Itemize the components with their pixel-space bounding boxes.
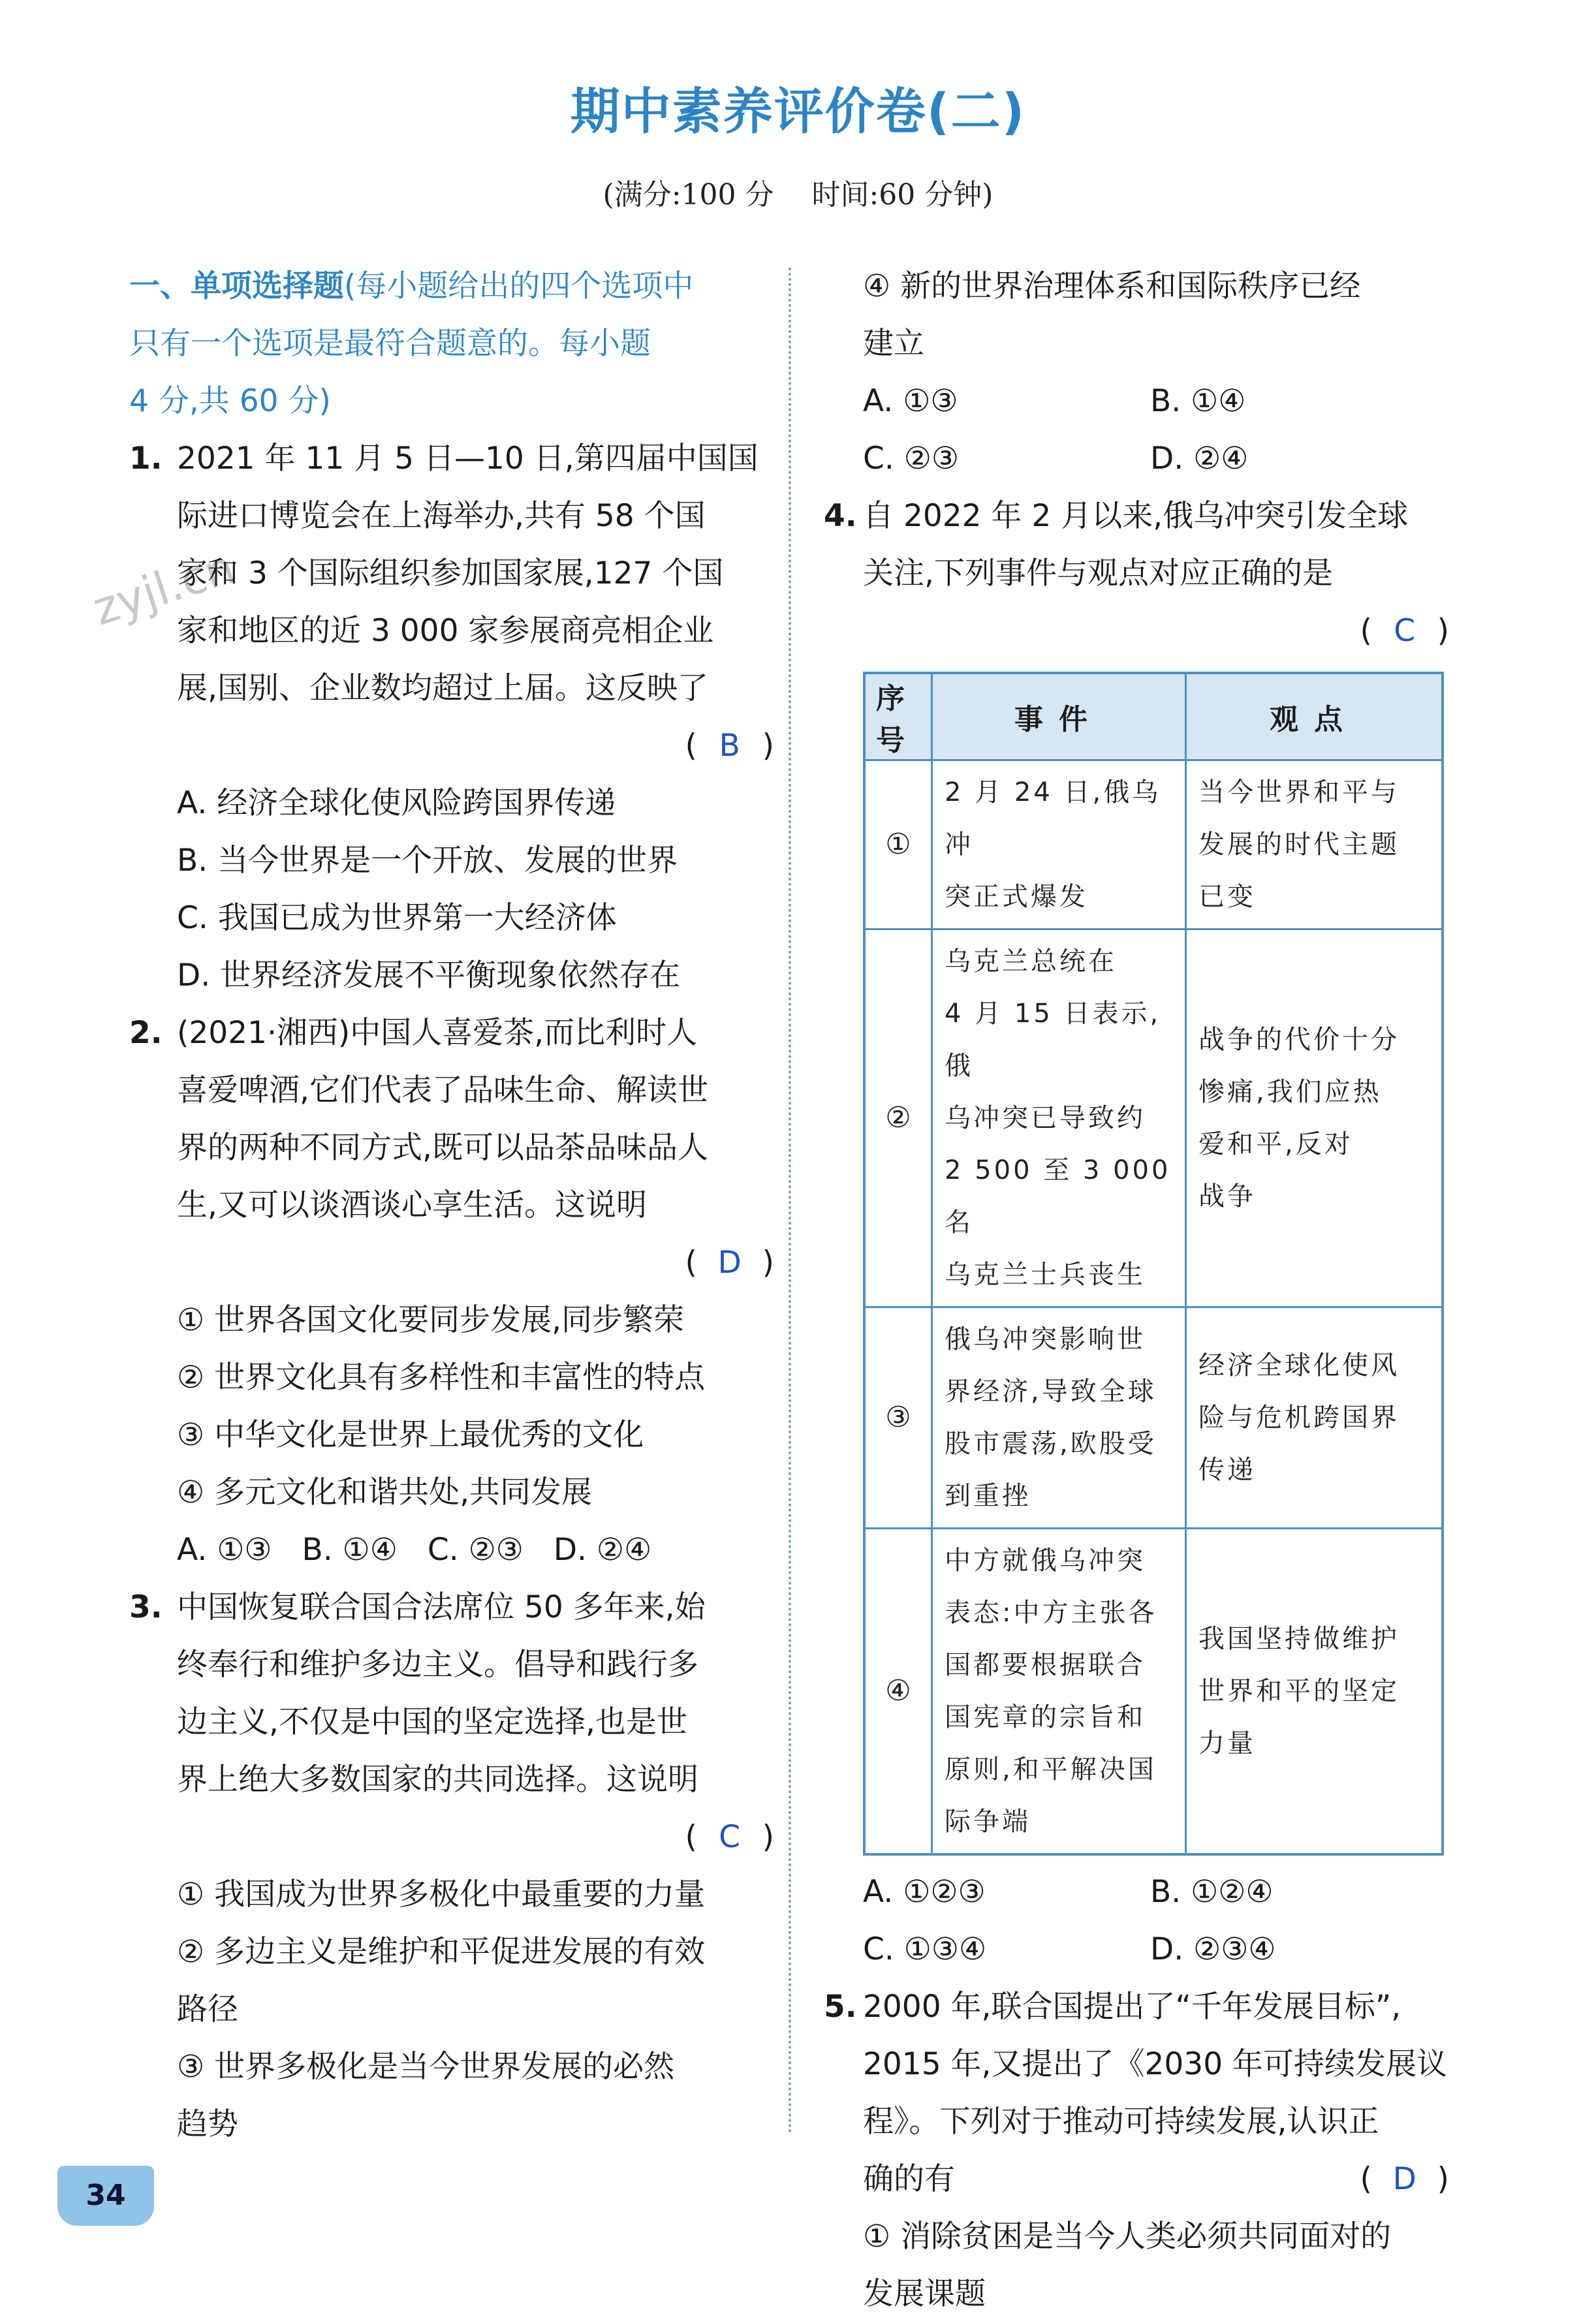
table-row — [864, 1307, 1443, 1529]
question-number: 5. — [824, 1989, 857, 2025]
cell-line: 国都要根据联合 — [945, 1650, 1146, 1680]
statement: ① 消除贫困是当今人类必须共同面对的 — [863, 2219, 1392, 2254]
view-cell — [1186, 1529, 1443, 1855]
question-text: 2015 年,又提出了《2030 年可持续发展议 — [863, 2046, 1448, 2082]
table-header-row — [864, 673, 1443, 760]
question-number: 3. — [129, 1589, 163, 1625]
table-row — [864, 1529, 1443, 1855]
answer-blank: ( D ) — [1360, 2151, 1449, 2208]
cell-line: 原则,和平解决国 — [945, 1754, 1157, 1785]
statement: 路径 — [177, 1991, 238, 2027]
table-row — [864, 760, 1443, 929]
question-text: 界的两种不同方式,既可以品茶品味品人 — [177, 1130, 708, 1166]
question-text: 关注,下列事件与观点对应正确的是 — [863, 555, 1333, 591]
page-number-badge — [57, 2166, 154, 2226]
answer-blank: ( B ) — [129, 717, 775, 775]
question-text: 自 2022 年 2 月以来,俄乌冲突引发全球 — [863, 498, 1409, 534]
statement: ③ 世界多极化是当今世界发展的必然 — [177, 2049, 675, 2085]
question-4 — [824, 488, 1450, 1978]
question-text: 中国恢复联合国合法席位 50 多年来,始 — [177, 1589, 706, 1625]
option: A. 经济全球化使风险跨国界传递 — [177, 785, 616, 821]
row-number: ③ — [864, 1307, 932, 1529]
options-row — [863, 430, 1450, 488]
question-5 — [824, 1978, 1450, 2323]
option: D. 世界经济发展不平衡现象依然存在 — [177, 958, 681, 993]
statement: 发展课题 — [863, 2276, 986, 2312]
answer: D — [717, 1245, 742, 1281]
events-table — [863, 672, 1444, 1856]
cell-line: 4 月 15 日表示,俄 — [945, 999, 1161, 1081]
question-text: 边主义,不仅是中国的坚定选择,也是世 — [177, 1704, 687, 1740]
statement: ② 世界文化具有多样性和丰富性的特点 — [177, 1360, 706, 1395]
question-text: 程》。下列对于推动可持续发展,认识正 — [863, 2104, 1379, 2140]
view-cell — [1186, 1307, 1443, 1529]
cell-line: 乌克兰士兵丧生 — [945, 1260, 1146, 1290]
question-2 — [129, 1005, 775, 1579]
page-title: 期中素养评价卷(二) — [570, 82, 1026, 140]
option: B. 当今世界是一个开放、发展的世界 — [177, 843, 678, 879]
option: C. 我国已成为世界第一大经济体 — [177, 900, 617, 936]
section-note: (每小题给出的四个选项中 — [344, 268, 694, 304]
table-row — [864, 929, 1443, 1307]
question-text: 家和 3 个国际组织参加国家展,127 个国 — [177, 555, 724, 591]
answer-blank: ( D ) — [129, 1234, 775, 1292]
page-number: 34 — [86, 2179, 126, 2212]
question-text: 展,国别、企业数均超过上届。这反映了 — [177, 670, 708, 706]
event-cell — [932, 1529, 1186, 1855]
option: B. ①④ — [1150, 383, 1246, 419]
question-3 — [129, 1579, 775, 2153]
question-text: 2000 年,联合国提出了“千年发展目标”, — [863, 1989, 1401, 2025]
section-heading — [129, 258, 775, 315]
question-text: 际进口博览会在上海举办,共有 58 个国 — [177, 498, 706, 534]
question-1 — [129, 430, 775, 1005]
option: D. ②③④ — [1150, 1931, 1276, 1967]
cell-line: 乌冲突已导致约 — [945, 1103, 1146, 1133]
cell-line: 到重挫 — [945, 1481, 1031, 1511]
section-note-line: 只有一个选项是最符合题意的。每小题 — [129, 326, 651, 362]
cell-line: 经济全球化使风 — [1198, 1350, 1400, 1380]
cell-line: 世界和平的坚定 — [1198, 1676, 1400, 1706]
table-header: 事件 — [932, 673, 1186, 760]
option: A. ①③ — [863, 383, 958, 419]
event-cell — [932, 929, 1186, 1307]
statement: ③ 中华文化是世界上最优秀的文化 — [177, 1417, 644, 1453]
answer: C — [719, 1819, 741, 1855]
question-text: 喜爱啤酒,它们代表了品味生命、解读世 — [177, 1072, 708, 1108]
column-divider — [789, 268, 791, 2134]
cell-line: 俄乌冲突影响世 — [945, 1324, 1146, 1354]
options-row — [863, 373, 1450, 430]
question-number: 4. — [824, 498, 857, 534]
cell-line: 力量 — [1198, 1728, 1256, 1758]
answer: C — [1394, 613, 1416, 649]
statement: ① 世界各国文化要同步发展,同步繁荣 — [177, 1302, 685, 1338]
option: A. ①③ — [177, 1532, 272, 1568]
watermark: zyjl.cn — [86, 540, 242, 636]
section-title: 一、单项选择题 — [129, 268, 344, 304]
statement: 趋势 — [177, 2106, 238, 2142]
cell-line: 惨痛,我们应热 — [1198, 1077, 1382, 1107]
question-text: 终奉行和维护多边主义。倡导和践行多 — [177, 1647, 698, 1683]
question-text: 界上绝大多数国家的共同选择。这说明 — [177, 1762, 698, 1798]
view-cell — [1186, 760, 1443, 929]
cell-line: 战争的代价十分 — [1198, 1025, 1400, 1055]
options-row — [863, 1921, 1450, 1978]
exam-info: (满分:100 分 时间:60 分钟) — [602, 178, 994, 211]
cell-line: 我国坚持做维护 — [1198, 1624, 1400, 1654]
right-column — [824, 258, 1450, 2323]
question-number: 2. — [129, 1015, 163, 1051]
options-row — [129, 1521, 775, 1579]
cell-line: 已变 — [1198, 882, 1256, 912]
statement: ④ 新的世界治理体系和国际秩序已经 — [863, 268, 1361, 304]
option: A. ①②③ — [863, 1874, 986, 1910]
view-cell — [1186, 929, 1443, 1307]
cell-line: 突正式爆发 — [945, 882, 1088, 912]
section-note-line: 4 分,共 60 分) — [129, 383, 331, 419]
statement: ① 我国成为世界多极化中最重要的力量 — [177, 1877, 706, 1912]
cell-line: 界经济,导致全球 — [945, 1377, 1157, 1407]
left-column — [129, 258, 775, 2153]
cell-line: 乌克兰总统在 — [945, 946, 1117, 976]
statement: 建立 — [863, 326, 924, 362]
option: C. ②③ — [863, 441, 959, 476]
table-header: 序号 — [864, 673, 932, 760]
statement: ④ 多元文化和谐共处,共同发展 — [177, 1474, 593, 1510]
option: D. ②④ — [553, 1532, 652, 1568]
option: C. ①③④ — [863, 1931, 987, 1967]
cell-line: 爱和平,反对 — [1198, 1129, 1353, 1159]
cell-line: 表态:中方主张各 — [945, 1598, 1157, 1628]
event-cell — [932, 760, 1186, 929]
answer-blank: ( C ) — [863, 602, 1450, 660]
row-number: ④ — [864, 1529, 932, 1855]
cell-line: 2 500 至 3 000 名 — [945, 1155, 1171, 1238]
answer: D — [1392, 2161, 1416, 2197]
question-text: 2021 年 11 月 5 日—10 日,第四届中国国 — [177, 441, 759, 476]
options-row — [863, 1863, 1450, 1921]
row-number: ② — [864, 929, 932, 1307]
option: B. ①④ — [302, 1532, 398, 1568]
cell-line: 战争 — [1198, 1181, 1256, 1211]
answer: B — [719, 728, 740, 764]
cell-line: 当今世界和平与 — [1198, 777, 1400, 807]
option: C. ②③ — [427, 1532, 524, 1568]
question-text-last — [863, 2151, 1450, 2208]
option: B. ①②④ — [1150, 1874, 1274, 1910]
cell-line: 2 月 24 日,俄乌冲 — [945, 777, 1161, 860]
option: D. ②④ — [1150, 441, 1249, 476]
cell-line: 险与危机跨国界 — [1198, 1403, 1400, 1433]
question-text: 生,又可以谈酒谈心享生活。这说明 — [177, 1187, 647, 1223]
question-text: (2021·湘西)中国人喜爱茶,而比利时人 — [177, 1015, 698, 1051]
answer-blank: ( C ) — [129, 1809, 775, 1866]
question-text: 家和地区的近 3 000 家参展商亮相企业 — [177, 613, 714, 649]
cell-line: 股市震荡,欧股受 — [945, 1429, 1157, 1459]
cell-line: 际争端 — [945, 1807, 1031, 1837]
statement: ② 多边主义是维护和平促进发展的有效 — [177, 1934, 706, 1970]
table-header: 观点 — [1186, 673, 1443, 760]
cell-line: 传递 — [1198, 1455, 1256, 1485]
event-cell — [932, 1307, 1186, 1529]
cell-line: 发展的时代主题 — [1198, 830, 1400, 860]
question-number: 1. — [129, 441, 163, 476]
question-text: 确的有 — [863, 2161, 955, 2197]
row-number: ① — [864, 760, 932, 929]
cell-line: 中方就俄乌冲突 — [945, 1546, 1146, 1576]
cell-line: 国宪章的宗旨和 — [945, 1702, 1146, 1732]
